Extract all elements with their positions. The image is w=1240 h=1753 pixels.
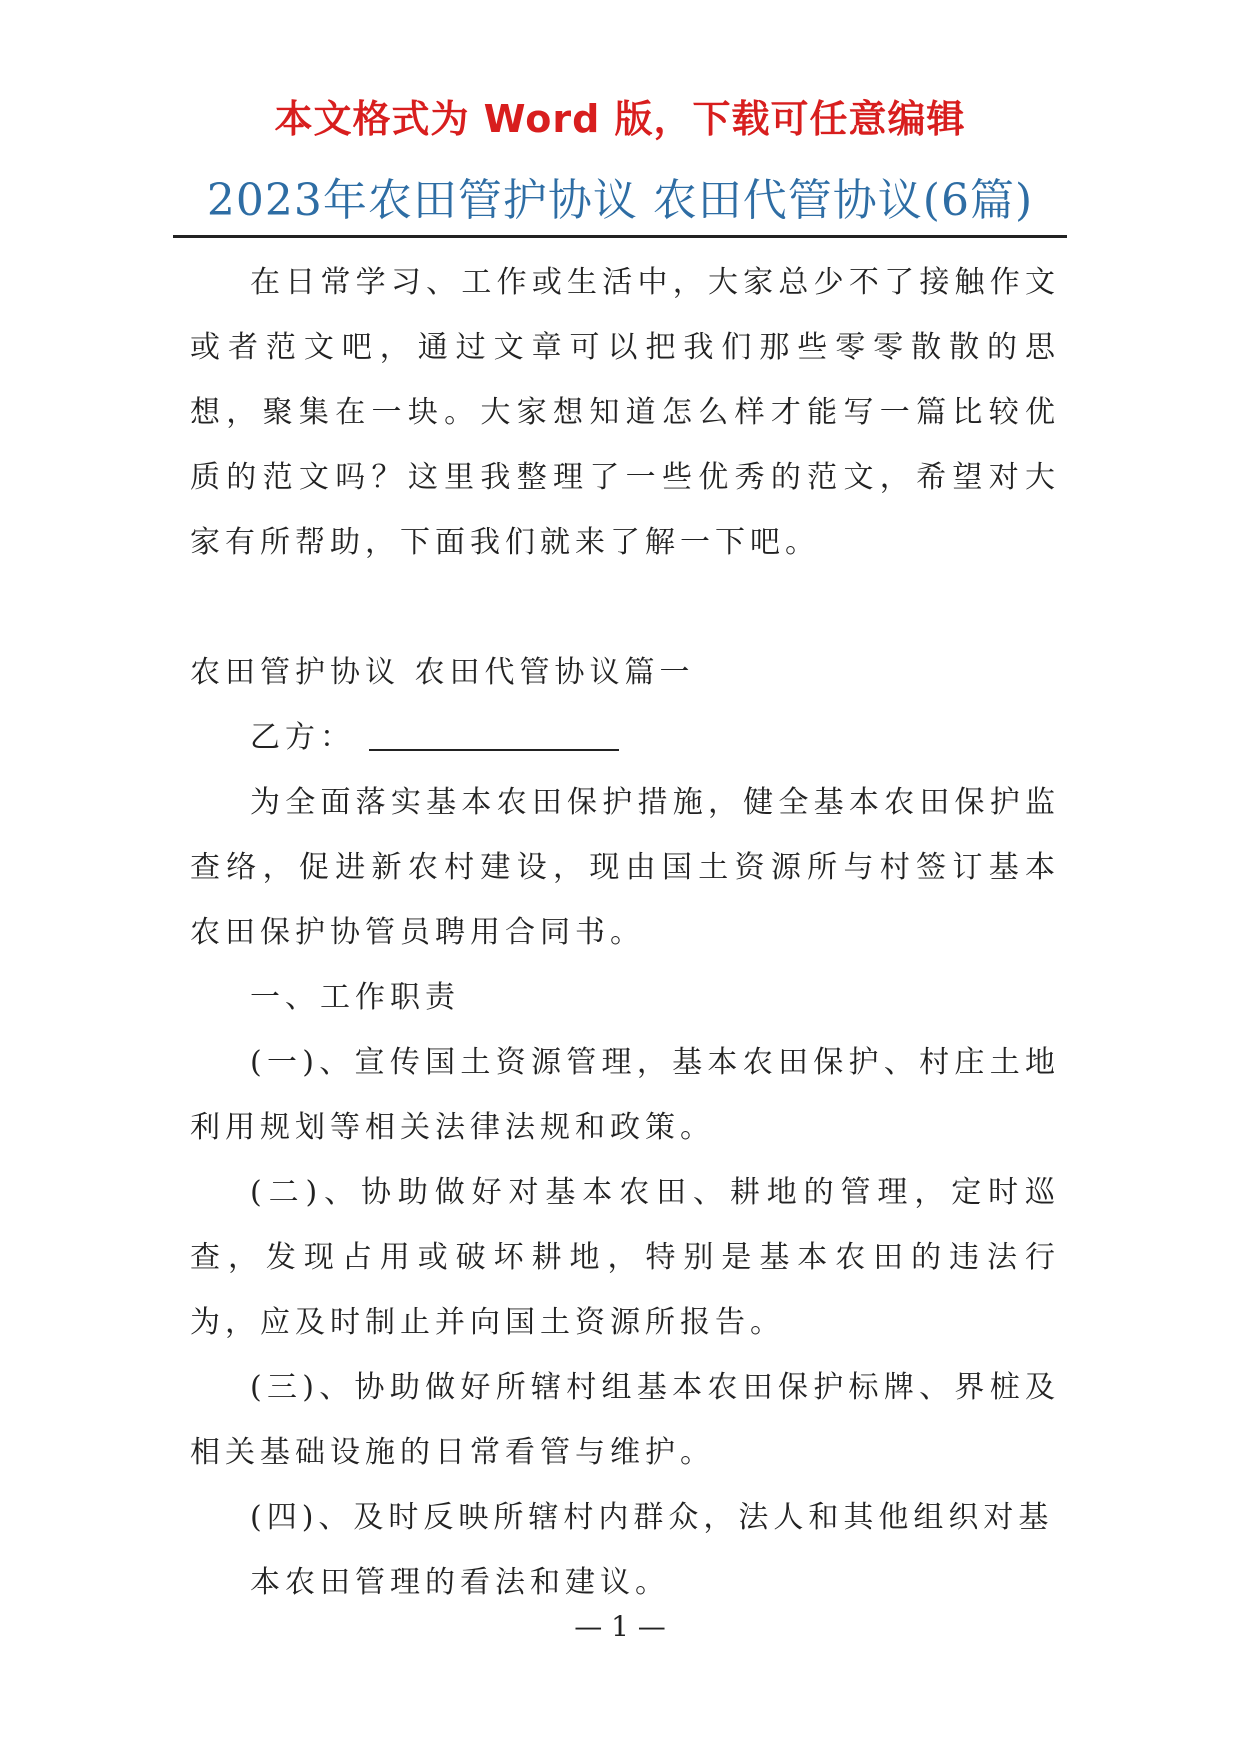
section-heading: 农田管护协议 农田代管协议篇一 — [190, 655, 695, 690]
blank-line — [190, 575, 1060, 640]
document-body — [190, 250, 1060, 1615]
intro-paragraph: 在日常学习、工作或生活中，大家总少不了接触作文或者范文吧，通过文章可以把我们那些零零散散的思想，聚集在一块。大家想知道怎么样才能写一篇比较优质的范文吗？这里我整理了一些优秀的范文，希望对大家有所帮助，下面我们就来了解一下吧。 — [190, 265, 1060, 560]
duty-item-4-line-1: (四)、及时反映所辖村内群众，法人和其他组织对基 — [250, 1500, 1054, 1535]
party-b-line — [190, 705, 1060, 770]
purpose-paragraph: 为全面落实基本农田保护措施，健全基本农田保护监查络，促进新农村建设，现由国土资源所与村签订基本农田保护协管员聘用合同书。 — [190, 785, 1060, 950]
duty-item-3: (三)、协助做好所辖村组基本农田保护标牌、界桩及相关基础设施的日常看管与维护。 — [190, 1370, 1060, 1470]
title-underline-divider — [173, 235, 1067, 238]
duty-item-1: (一)、宣传国土资源管理，基本农田保护、村庄土地利用规划等相关法律法规和政策。 — [190, 1045, 1060, 1145]
duty-item-4-line-2: 本农田管理的看法和建议。 — [250, 1565, 670, 1600]
editable-format-banner: 本文格式为 Word 版，下载可任意编辑 — [274, 97, 966, 141]
duties-heading: 一、工作职责 — [250, 980, 460, 1015]
party-b-label: 乙方： — [250, 720, 355, 755]
duty-item-2: (二)、协助做好对基本农田、耕地的管理，定时巡查，发现占用或破坏耕地，特别是基本农田的违法行为，应及时制止并向国土资源所报告。 — [190, 1175, 1060, 1340]
party-b-blank-field — [369, 721, 619, 751]
document-title: 2023年农田管护协议 农田代管协议(6篇) — [206, 175, 1034, 226]
page-number: — 1 — — [574, 1610, 666, 1643]
